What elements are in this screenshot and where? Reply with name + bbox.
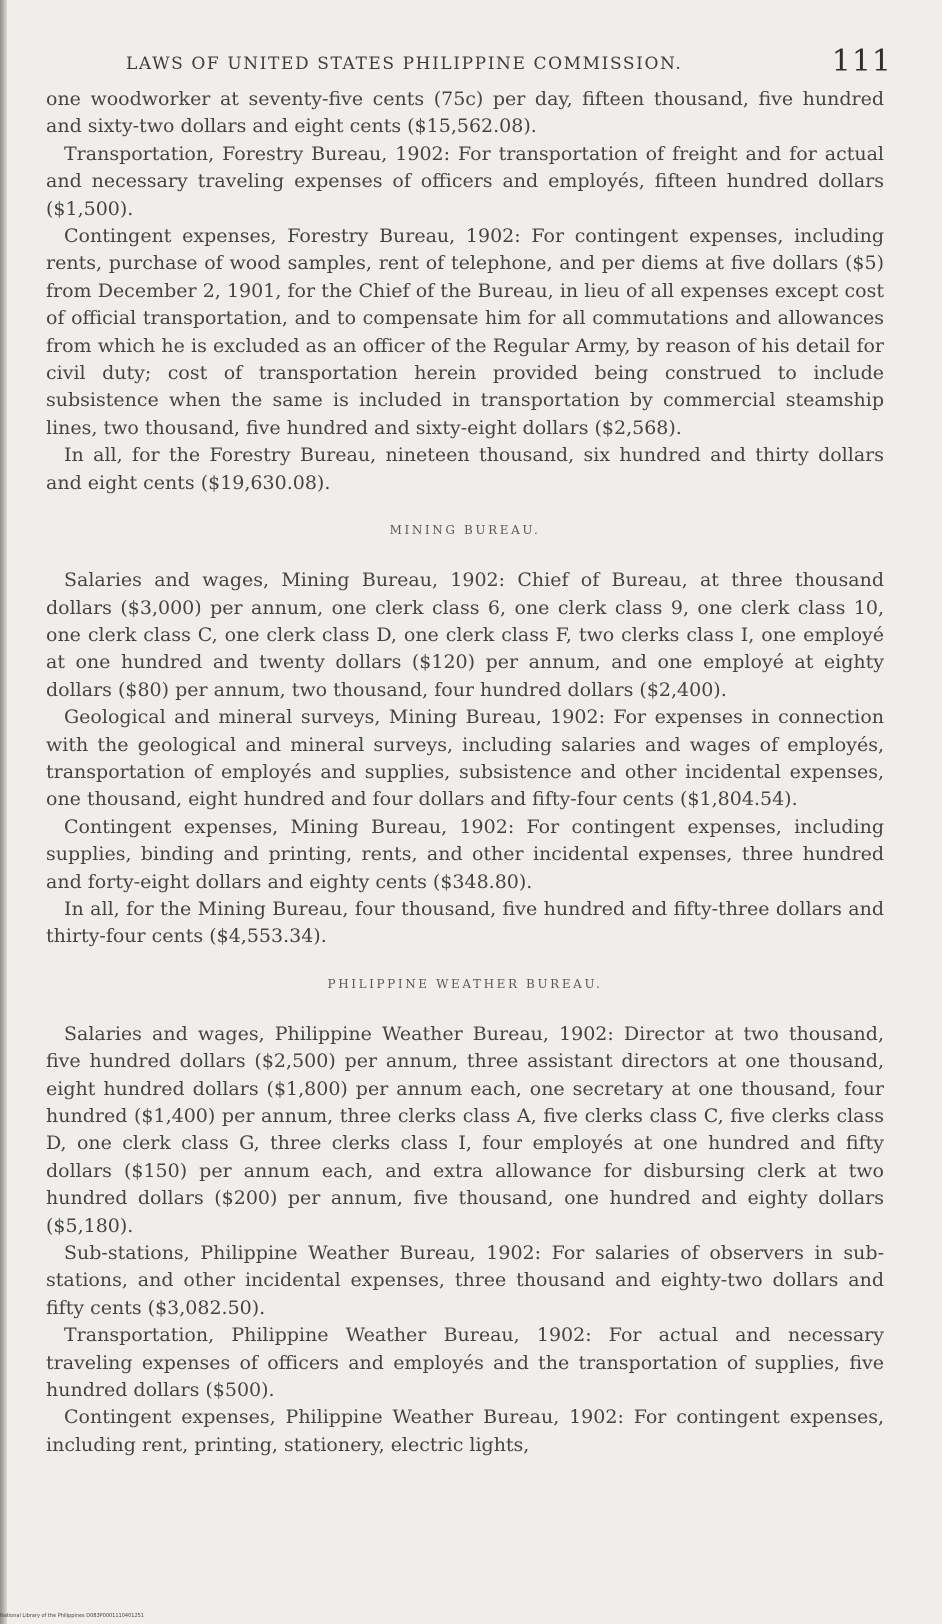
paragraph-weather-salaries: Salaries and wages, Philippine Weather Bureau, 1902: Director at two thousand, five hundred dollars ($2,500) per annum, three assistant directors at one thousand, eight hundred dollars ($1,800) per annum each, one secretary at one thousand, four hundred ($1,400) per annum, three clerks class A, five clerks class C, five clerks class D, one clerk class G, three clerks class I, four employés at one hundred and fifty dollars ($150) per annum each, and extra allowance for disbursing clerk at two hundred dollars ($200) per annum, five thousand, one hundred and eighty dollars ($5,180). [46, 1022, 884, 1237]
archive-stamp: National Library of the Philippines D083P0001110401251 [0, 1613, 144, 1619]
paragraph-mining-salaries: Salaries and wages, Mining Bureau, 1902: Chief of Bureau, at three thousand dollars ($3,000) per annum, one clerk class 6, one clerk class 9, one clerk class 10, one clerk class C, one clerk class D, one clerk class F, two clerks class I, one employé at one hundred and twenty dollars ($120) per annum, and one employé at eighty dollars ($80) per annum, two thousand, four hundred dollars ($2,400). [46, 569, 884, 701]
paragraph-weather-contingent: Contingent expenses, Philippine Weather Bureau, 1902: For contingent expenses, including rent, printing, stationery, electric lights, [46, 1406, 884, 1456]
paragraph-mining-total: In all, for the Mining Bureau, four thousand, five hundred and fifty-three dollars and thirty-four cents ($4,553.34). [46, 897, 884, 948]
paragraph-woodworker-continuation: one woodworker at seventy-five cents (75c) per day, fifteen thousand, five hundred and sixty-two dollars and eight cents ($15,562.08). [46, 88, 884, 138]
paragraph-forestry-transportation: Transportation, Forestry Bureau, 1902: For transportation of freight and for actual and necessary traveling expenses of officers and employés, fifteen hundred dollars ($1,500). [46, 142, 884, 220]
page-number: 111 [831, 44, 892, 79]
running-head-title: LAWS OF UNITED STATES PHILIPPINE COMMISSION. [126, 54, 683, 74]
paragraph-weather-substations: Sub-stations, Philippine Weather Bureau, 1902: For salaries of observers in sub-stations, and other incidental expenses, three thousand and eighty-two dollars and fifty cents ($3,082.50). [46, 1242, 884, 1319]
page-content [46, 40, 892, 1459]
paragraph-forestry-total: In all, for the Forestry Bureau, nineteen thousand, six hundred and thirty dollars and eight cents ($19,630.08). [46, 444, 884, 494]
paragraph-weather-transportation: Transportation, Philippine Weather Bureau, 1902: For actual and necessary traveling expenses of officers and employés and the transportation of supplies, five hundred dollars ($500). [46, 1324, 884, 1402]
section-heading-mining-bureau: MINING BUREAU. [389, 523, 541, 538]
paragraph-mining-contingent: Contingent expenses, Mining Bureau, 1902: For contingent expenses, including supplies, binding and printing, rents, and other incidental expenses, three hundred and forty-eight dollars and eighty cents ($348.80). [46, 815, 884, 893]
page-binding-edge [0, 0, 7, 1624]
paragraph-forestry-contingent: Contingent expenses, Forestry Bureau, 1902: For contingent expenses, including rents, purchase of wood samples, rent of telephone, and per diems at five dollars ($5) from December 2, 1901, for the Chief of the Bureau, in lieu of all expenses except cost of official transportation, and to compensate him for all commutations and allowances from which he is excluded as an officer of the Regular Army, by reason of his detail for civil duty; cost of transportation herein provided being construed to include subsistence when the same is included in transportation by commercial steamship lines, two thousand, five hundred and sixty-eight dollars ($2,568). [46, 225, 884, 439]
paragraph-mining-surveys: Geological and mineral surveys, Mining Bureau, 1902: For expenses in connection with the geological and mineral surveys, including salaries and wages of employés, transportation of employés and supplies, subsistence and other incidental expenses, one thousand, eight hundred and four dollars and fifty-four cents ($1,804.54). [46, 706, 884, 811]
running-head [46, 40, 892, 86]
section-heading-weather-bureau: PHILIPPINE WEATHER BUREAU. [327, 976, 603, 991]
